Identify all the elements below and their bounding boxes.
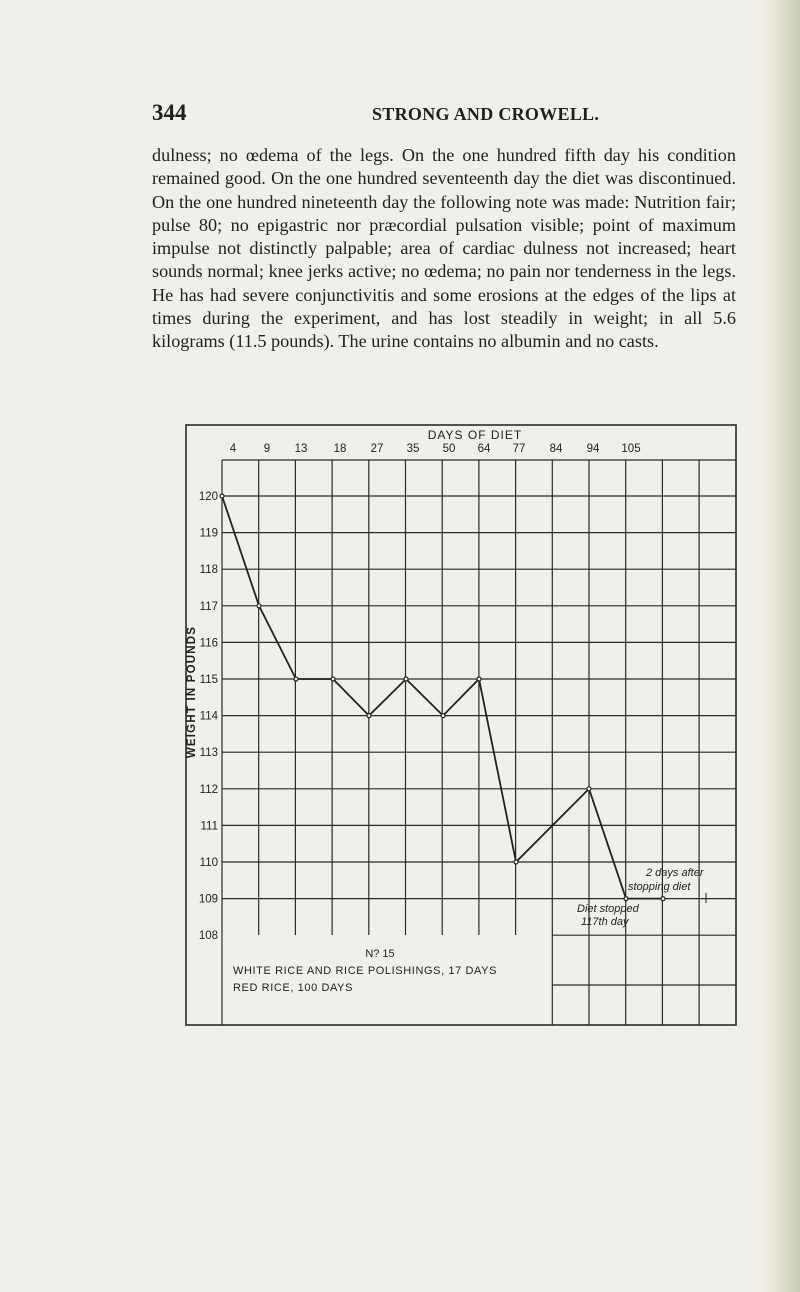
data-point	[367, 714, 371, 718]
data-point	[477, 677, 481, 681]
x-tick-label: 50	[442, 443, 456, 455]
data-point	[514, 860, 518, 864]
annotations	[577, 867, 706, 928]
chart-title: DAYS OF DIET	[427, 428, 523, 442]
y-tick-label: 113	[199, 747, 218, 760]
data-point	[441, 714, 445, 718]
data-point	[331, 677, 335, 681]
x-tick-label: 4	[229, 443, 237, 455]
y-tick-label: 114	[199, 710, 218, 723]
y-tick-label: 115	[199, 674, 218, 686]
y-tick-label: 109	[198, 893, 218, 906]
y-tick-label: 111	[200, 820, 218, 833]
data-point	[404, 677, 408, 681]
y-tick-label: 120	[198, 491, 218, 503]
data-point	[624, 897, 628, 901]
y-tick-label: 118	[199, 564, 218, 577]
y-tick-label: 116	[199, 637, 218, 650]
data-point	[294, 677, 298, 681]
y-tick-label: 119	[199, 527, 218, 540]
y-axis-label: WEIGHT IN POUNDS	[186, 625, 198, 759]
data-point	[661, 897, 665, 901]
x-tick-label: 9	[263, 443, 271, 455]
caption-line-1: WHITE RICE AND RICE POLISHINGS, 17 DAYS	[233, 965, 498, 977]
caption-line-2: RED RICE, 100 DAYS	[233, 982, 354, 994]
y-tick-label: 117	[199, 600, 218, 613]
y-tick-label: 112	[199, 783, 218, 796]
x-tick-labels	[230, 443, 641, 455]
x-tick-label: 105	[621, 443, 641, 455]
annotation-117th-day: 117th day	[581, 916, 629, 928]
x-tick-label: 27	[370, 443, 384, 455]
annotation-diet-stopped: Diet stopped	[577, 903, 639, 915]
data-point	[220, 494, 224, 498]
x-tick-label: 18	[333, 443, 347, 455]
caption-number: N? 15	[365, 948, 395, 960]
page-number: 344	[152, 100, 187, 125]
x-tick-label: 94	[586, 443, 600, 455]
y-tick-label: 108	[198, 930, 218, 943]
annotation-stopping-diet: stopping diet	[628, 881, 691, 893]
x-tick-label: 64	[477, 443, 491, 455]
data-point	[257, 604, 261, 608]
x-tick-label: 84	[549, 443, 563, 455]
y-tick-label: 110	[199, 857, 218, 869]
body-paragraph: dulness; no œdema of the legs. On the one hundred fifth day his condition remained good. On the one hundred seventeenth day the diet was discontinued. On the one hundred nineteenth day the following note was made: Nutrition fair; pulse 80; no epigastric nor præcordial pulsation visible; point of maximum impulse not distinctly palpable; area of cardiac dulness not increased; heart sounds normal; knee jerks active; no œdema; no pain nor tenderness in the legs. He has had severe conjunctivitis and some erosions at the edges of the lips at times during the experiment, and has lost steadily in weight; in all 5.6 kilograms (11.5 pounds). The urine contains no albumin and no casts.	[152, 145, 736, 352]
annotation-days-after: 2 days after	[646, 867, 704, 879]
running-head: STRONG AND CROWELL.	[372, 104, 600, 124]
y-tick-labels	[199, 491, 219, 942]
x-tick-label: 77	[512, 443, 526, 455]
x-tick-label: 35	[406, 443, 420, 455]
data-point	[587, 787, 591, 791]
x-tick-label: 13	[294, 443, 308, 455]
